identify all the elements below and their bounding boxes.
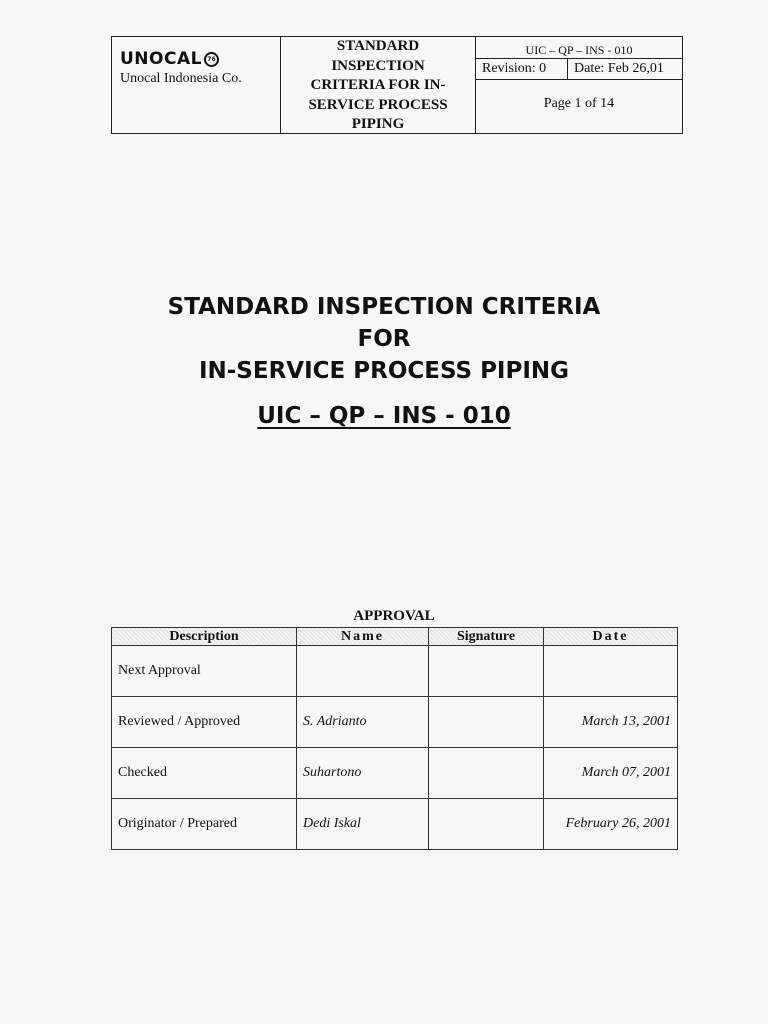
main-title-line-1: STANDARD INSPECTION CRITERIA [167, 294, 601, 320]
approval-table [111, 627, 678, 850]
logo-seal-icon: 76 [204, 52, 219, 67]
revision: Revision: 0 [476, 59, 568, 79]
row-signature [429, 646, 544, 697]
table-row [112, 799, 678, 850]
logo-wordmark: UNOCAL [120, 49, 202, 69]
page-number: Page 1 of 14 [543, 96, 615, 111]
col-description: Description [112, 628, 297, 646]
header-title [281, 37, 476, 133]
header-title-line: PIPING [351, 116, 405, 132]
main-title-line-2: FOR [357, 326, 411, 352]
table-row [112, 646, 678, 697]
col-date: Date [544, 628, 678, 646]
document-code-text: UIC – QP – INS - 010 [257, 403, 511, 429]
doc-number: UIC – QP – INS - 010 [525, 43, 633, 57]
row-signature [429, 697, 544, 748]
row-date: March 07, 2001 [544, 748, 678, 799]
table-row [112, 748, 678, 799]
approval-heading: APPROVAL [353, 608, 435, 624]
main-title-line-3: IN-SERVICE PROCESS PIPING [198, 358, 570, 384]
header-title-line: SERVICE PROCESS [308, 96, 448, 113]
row-description: Next Approval [112, 646, 297, 697]
row-signature [429, 799, 544, 850]
approval-header-row [112, 628, 678, 646]
row-name [297, 646, 429, 697]
row-date: March 13, 2001 [544, 697, 678, 748]
document-code [0, 403, 768, 429]
document-header [111, 36, 683, 134]
header-title-line: INSPECTION [331, 57, 425, 74]
revision-row [476, 58, 682, 80]
company-name: Unocal Indonesia Co. [120, 71, 242, 86]
row-name: S. Adrianto [297, 697, 429, 748]
row-signature [429, 748, 544, 799]
row-date [544, 646, 678, 697]
company-cell [112, 37, 281, 133]
header-info [476, 37, 682, 133]
row-name: Suhartono [297, 748, 429, 799]
row-description: Checked [112, 748, 297, 799]
company-logo [120, 49, 280, 69]
col-name: Name [297, 628, 429, 646]
header-title-line: STANDARD [336, 38, 420, 54]
header-title-line: CRITERIA FOR IN- [310, 77, 446, 93]
col-signature: Signature [429, 628, 544, 646]
row-date: February 26, 2001 [544, 799, 678, 850]
row-description: Originator / Prepared [112, 799, 297, 850]
row-description: Reviewed / Approved [112, 697, 297, 748]
revision-date: Date: Feb 26,01 [574, 61, 664, 76]
table-row [112, 697, 678, 748]
row-name: Dedi Iskal [297, 799, 429, 850]
